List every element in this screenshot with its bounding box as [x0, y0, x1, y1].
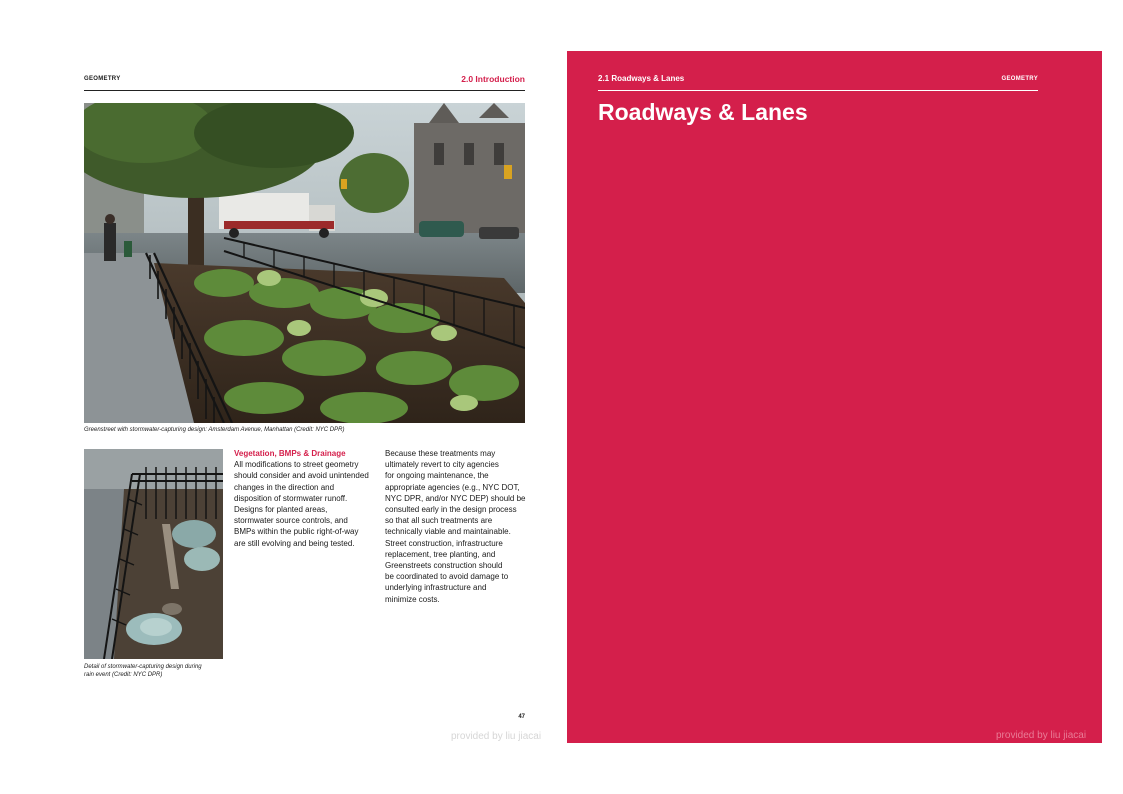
chapter-label: GEOMETRY — [84, 76, 121, 82]
page-number: 47 — [518, 714, 525, 720]
body-line: technically viable and maintainable. — [385, 527, 511, 537]
right-page — [567, 51, 1102, 743]
small-photo-caption — [84, 663, 224, 679]
left-page — [0, 0, 561, 794]
body-line: Greenstreets construction should — [385, 561, 503, 571]
body-line: are still evolving and being tested. — [234, 538, 355, 548]
body-line: so that all such treatments are — [385, 516, 493, 526]
body-line: appropriate agencies (e.g., NYC DOT, — [385, 482, 520, 492]
stormwater-detail-photo — [84, 449, 223, 659]
body-line: changes in the direction and — [234, 482, 335, 492]
section-label: 2.1 Roadways & Lanes — [598, 74, 685, 83]
body-line: should consider and avoid unintended — [234, 471, 369, 481]
page-title: Roadways & Lanes — [598, 99, 808, 125]
greenstreet-photo — [84, 103, 525, 423]
body-line: Street construction, infrastructure — [385, 538, 503, 548]
running-header — [598, 74, 1038, 91]
chapter-label: GEOMETRY — [1001, 76, 1038, 82]
body-line: for ongoing maintenance, the — [385, 471, 489, 481]
caption-line: rain event (Credit: NYC DPR) — [84, 672, 163, 678]
body-column-1 — [234, 448, 376, 549]
section-heading: Vegetation, BMPs & Drainage — [234, 449, 346, 458]
body-line: consulted early in the design process — [385, 505, 517, 515]
section-label: 2.0 Introduction — [461, 74, 525, 84]
body-column-2 — [385, 448, 527, 605]
body-line: disposition of stormwater runoff. — [234, 493, 348, 503]
watermark: provided by liu jiacai — [451, 731, 542, 742]
body-line: Designs for planted areas, — [234, 505, 328, 515]
body-line: stormwater source controls, and — [234, 516, 348, 526]
body-line: NYC DPR, and/or NYC DEP) should be — [385, 493, 526, 503]
body-line: underlying infrastructure and — [385, 583, 487, 593]
body-line: BMPs within the public right-of-way — [234, 527, 359, 537]
running-header — [84, 74, 525, 91]
watermark: provided by liu jiacai — [996, 730, 1087, 741]
body-line: minimize costs. — [385, 594, 440, 604]
body-line: All modifications to street geometry — [234, 460, 359, 470]
body-line: be coordinated to avoid damage to — [385, 572, 509, 582]
body-line: Because these treatments may — [385, 449, 496, 458]
body-line: replacement, tree planting, and — [385, 549, 496, 559]
body-line: ultimately revert to city agencies — [385, 460, 499, 470]
caption-line: Detail of stormwater-capturing design during — [84, 664, 202, 670]
main-photo-caption: Greenstreet with stormwater-capturing design: Amsterdam Avenue, Manhattan (Credit: NYC DPR) — [84, 427, 345, 433]
